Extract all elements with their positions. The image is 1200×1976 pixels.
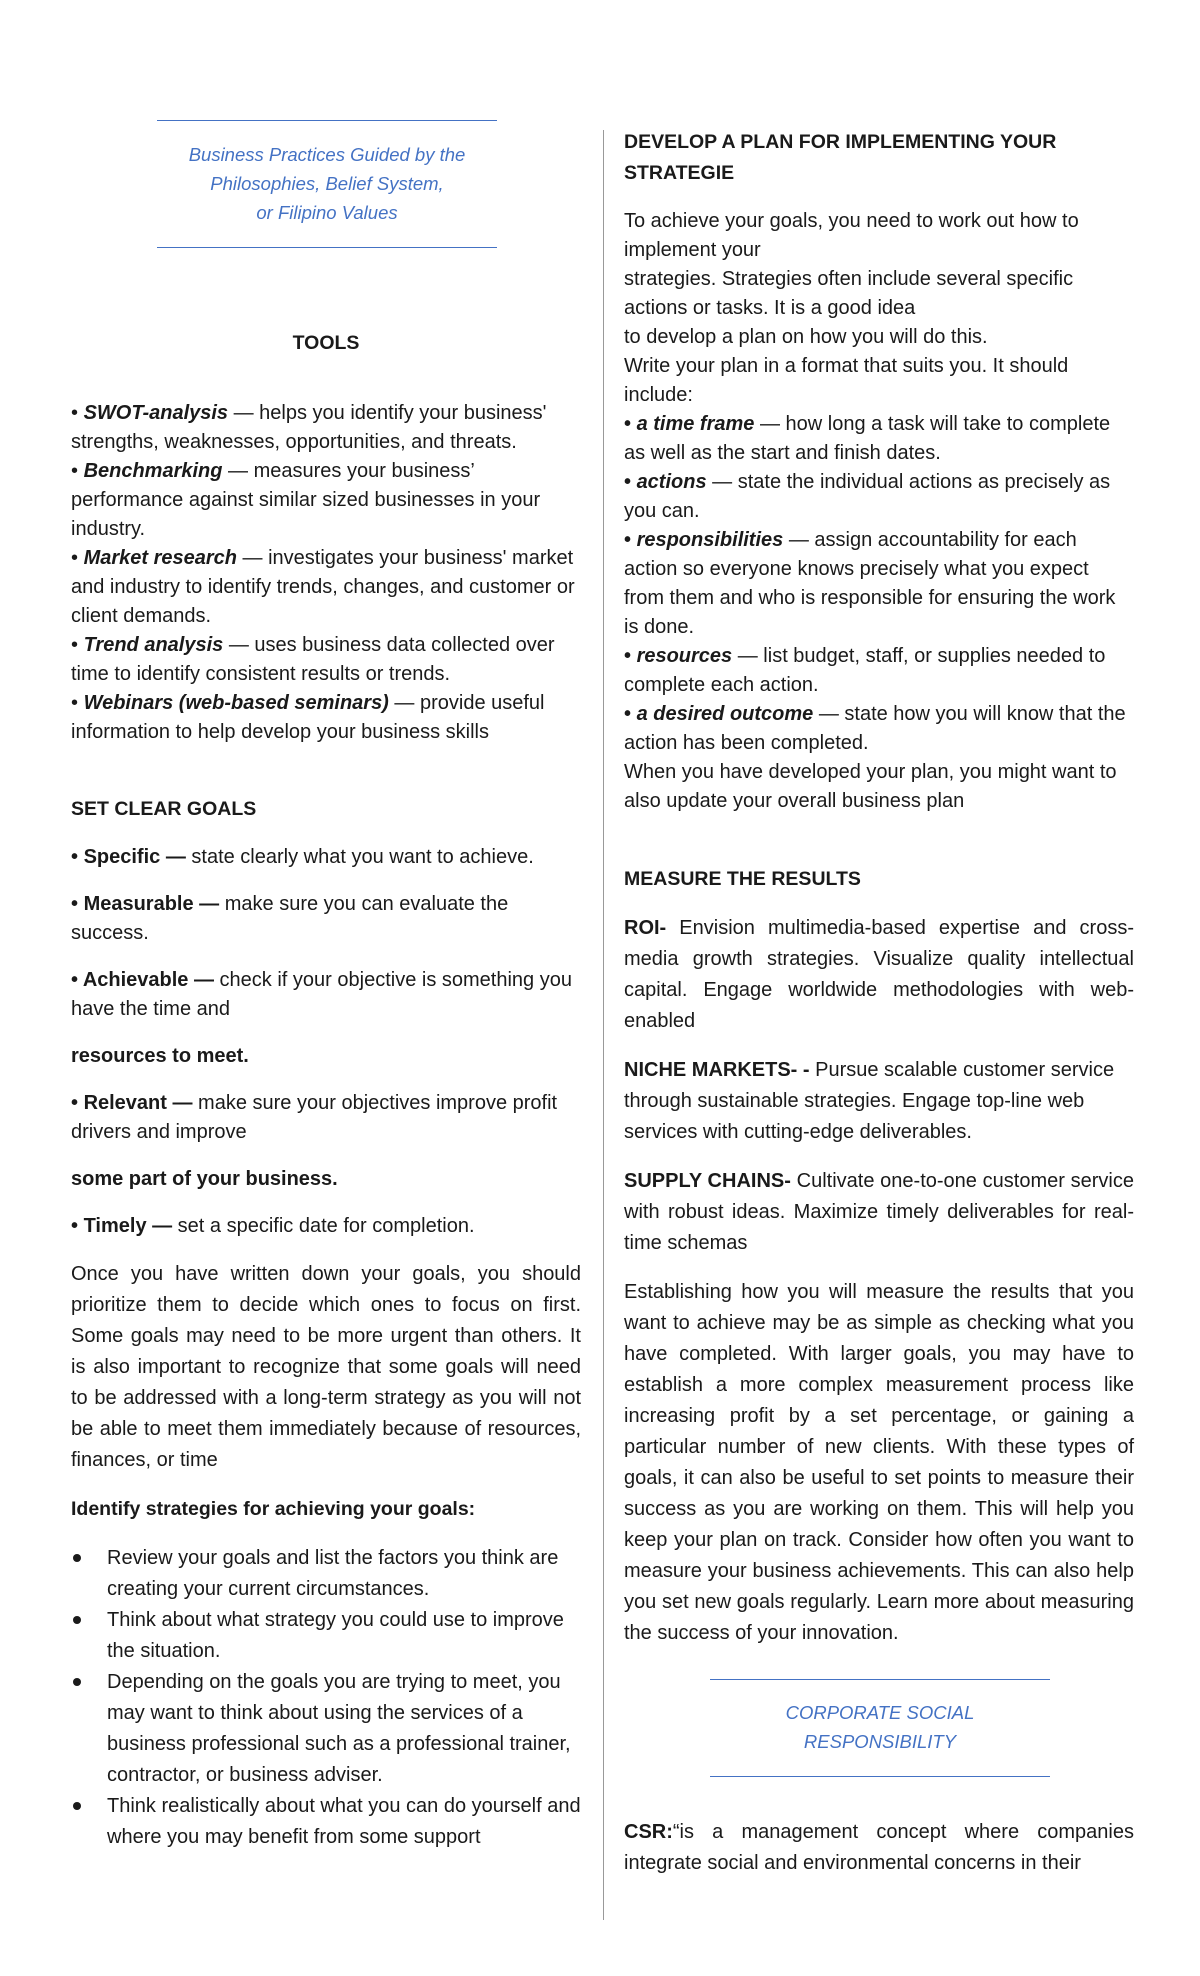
- title-bottom-rule: [157, 247, 497, 248]
- csr-title: CORPORATE SOCIAL RESPONSIBILITY: [785, 1702, 975, 1752]
- measure-paragraph: Establishing how you will measure the results that you want to achieve may be as simple as checking what you have completed. With larger goals, you may have to establish a more complex measurement process like increasing profit by a set percentage, or gaining a particular number of new clients. With these types of goals, it can also be useful to set points to measure their success as you are working on them. This will help you keep your plan on track. Consider how often you want to measure your business achievements. This can also help you set new goals regularly. Learn more about measuring the success of your innovation.: [624, 1281, 1134, 1644]
- list-item: Review your goals and list the factors you think are creating your current circumstances.: [71, 1543, 581, 1605]
- csr-paragraph: CSR:“is a management concept where companies integrate social and environmental concerns in their: [624, 1821, 1134, 1874]
- goal-achievable: • Achievable — check if your objective is something you have the time and: [71, 969, 572, 1020]
- list-item: Think realistically about what you can do yourself and where you may benefit from some support: [71, 1791, 581, 1853]
- list-item: • a desired outcome — state how you will know that the action has been completed.: [624, 703, 1126, 754]
- title-box: [157, 120, 497, 248]
- text-line: to develop a plan on how you will do this.: [624, 326, 988, 348]
- left-column: [71, 120, 581, 1853]
- section-title: [157, 121, 497, 247]
- goal-relevant: • Relevant — make sure your objectives improve profit drivers and improve: [71, 1092, 558, 1143]
- list-item: • Market research — investigates your business' market and industry to identify trends, changes, and customer or client demands.: [71, 547, 575, 627]
- goal-specific: • Specific — state clearly what you want to achieve.: [71, 846, 534, 868]
- title-line: or Filipino Values: [256, 202, 398, 223]
- list-item: • SWOT-analysis — helps you identify your business' strengths, weaknesses, opportunities, and threats.: [71, 402, 547, 453]
- goals-heading: SET CLEAR GOALS: [71, 798, 257, 820]
- supply-paragraph: SUPPLY CHAINS- Cultivate one-to-one customer service with robust ideas. Maximize timely deliverables for real-time schemas: [624, 1170, 1134, 1254]
- title-line: Business Practices Guided by the: [188, 144, 466, 165]
- bullet-icon: [73, 1802, 81, 1810]
- list-item: • Benchmarking — measures your business’ performance against similar sized businesses in your industry.: [71, 460, 541, 540]
- goal-achievable-cont: resources to meet.: [71, 1045, 249, 1067]
- list-item: • Trend analysis — uses business data collected over time to identify consistent results or trends.: [71, 634, 555, 685]
- plan-items: [624, 410, 1134, 816]
- list-item: • resources — list budget, staff, or supplies needed to complete each action.: [624, 645, 1106, 696]
- goals-paragraph: Once you have written down your goals, you should prioritize them to decide which ones to focus on first. Some goals may need to be more urgent than others. It is also important to recognize that some goals will need to be addressed with a long-term strategy as you will not be able to meet them immediately because of resources, finances, or time: [71, 1263, 581, 1471]
- measure-heading: MEASURE THE RESULTS: [624, 868, 861, 890]
- tools-list: [71, 399, 581, 747]
- goal-measurable: • Measurable — make sure you can evaluate the success.: [71, 893, 509, 944]
- list-item: • responsibilities — assign accountability for each action so everyone knows precisely what you expect from them and who is responsible for ensuring the work is done.: [624, 529, 1116, 638]
- text-line: strategies. Strategies often include several specific actions or tasks. It is a good idea: [624, 268, 1074, 319]
- strategies-list: [71, 1543, 581, 1853]
- right-column: [624, 120, 1134, 1879]
- csr-bottom-rule: [710, 1776, 1050, 1777]
- plan-heading: DEVELOP A PLAN FOR IMPLEMENTING YOUR STRATEGIE: [624, 131, 1057, 184]
- tools-heading: TOOLS: [292, 332, 360, 354]
- bullet-icon: [73, 1554, 81, 1562]
- csr-title-box: [710, 1679, 1050, 1777]
- niche-paragraph: NICHE MARKETS- - Pursue scalable customer service through sustainable strategies. Engage top-line web services with cutting-edge deliverables.: [624, 1059, 1115, 1143]
- bullet-icon: [73, 1616, 81, 1624]
- bullet-icon: [73, 1678, 81, 1686]
- list-item: • actions — state the individual actions as precisely as you can.: [624, 471, 1111, 522]
- column-divider: [603, 130, 604, 1920]
- strategies-heading: Identify strategies for achieving your goals:: [71, 1498, 476, 1520]
- plan-outro: When you have developed your plan, you might want to also update your overall business plan: [624, 761, 1117, 812]
- text-line: Write your plan in a format that suits you. It should include:: [624, 355, 1069, 406]
- goal-timely: • Timely — set a specific date for completion.: [71, 1215, 475, 1237]
- title-line: Philosophies, Belief System,: [210, 173, 444, 194]
- goal-relevant-cont: some part of your business.: [71, 1168, 338, 1190]
- text-line: To achieve your goals, you need to work out how to implement your: [624, 210, 1079, 261]
- roi-paragraph: ROI- Envision multimedia-based expertise and cross-media growth strategies. Visualize quality intellectual capital. Engage worldwide methodologies with web-enabled: [624, 917, 1134, 1032]
- list-item: • Webinars (web-based seminars) — provide useful information to help develop your business skills: [71, 692, 545, 743]
- plan-intro: [624, 207, 1134, 410]
- list-item: • a time frame — how long a task will take to complete as well as the start and finish dates.: [624, 413, 1111, 464]
- list-item: Think about what strategy you could use to improve the situation.: [71, 1605, 581, 1667]
- list-item: Depending on the goals you are trying to meet, you may want to think about using the services of a business professional such as a professional trainer, contractor, or business adviser.: [71, 1667, 581, 1791]
